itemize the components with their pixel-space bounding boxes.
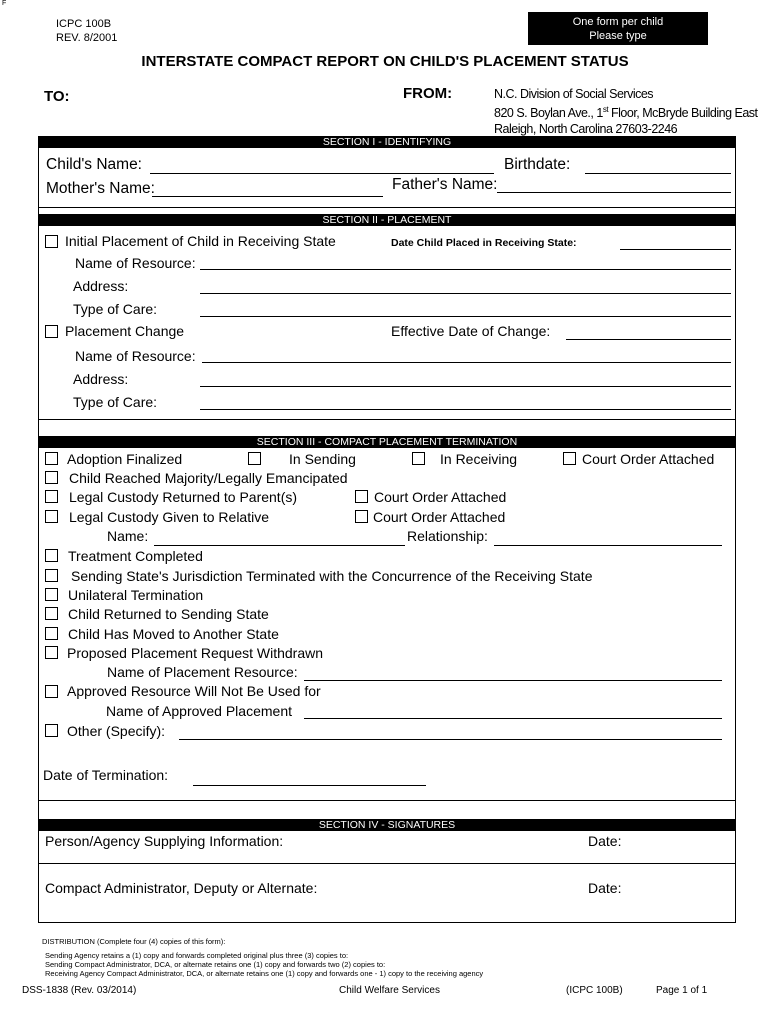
other-checkbox[interactable] [45,724,58,737]
unilateral-termination-label: Unilateral Termination [68,587,204,603]
other-specify-field[interactable] [179,739,722,740]
returned-sending-checkbox[interactable] [45,607,58,620]
unilateral-termination-checkbox[interactable] [45,588,58,601]
majority-label: Child Reached Majority/Legally Emancipated [69,470,348,486]
change-resource-name-field[interactable] [202,362,731,363]
moved-another-state-label: Child Has Moved to Another State [68,626,279,642]
placement-resource-name-label: Name of Placement Resource: [107,664,298,680]
placement-change-label: Placement Change [65,323,185,339]
footer-page: Page 1 of 1 [656,985,708,996]
adoption-finalized-label: Adoption Finalized [67,451,183,467]
from-city: Raleigh, North Carolina 27603-2246 [494,122,678,137]
treatment-completed-label: Treatment Completed [68,548,203,564]
approved-placement-name-field[interactable] [304,718,722,719]
adoption-finalized-checkbox[interactable] [45,452,58,465]
corner-mark: F [2,0,7,7]
section-4-header: SECTION IV - SIGNATURES [38,819,736,831]
type-of-care-label: Type of Care: [73,301,158,317]
relative-name-label: Name: [107,528,149,544]
resource-name-field[interactable] [200,269,731,270]
custody-relative-label: Legal Custody Given to Relative [69,509,269,525]
relationship-field[interactable] [494,545,722,546]
footer-form-number: DSS-1838 (Rev. 03/2014) [22,985,137,996]
form-title: INTERSTATE COMPACT REPORT ON CHILD'S PLACEMENT STATUS [141,53,629,70]
in-receiving-checkbox[interactable] [412,452,425,465]
custody-parent-checkbox[interactable] [45,490,58,503]
custody-parent-court-order-checkbox[interactable] [355,490,368,503]
footer-division: Child Welfare Services [339,985,440,996]
divider [38,863,736,864]
approved-placement-name-label: Name of Approved Placement [106,703,292,719]
in-receiving-label: In Receiving [440,451,518,467]
change-address-field[interactable] [200,386,731,387]
change-type-of-care-label: Type of Care: [73,394,158,410]
request-withdrawn-checkbox[interactable] [45,646,58,659]
resource-name-label: Name of Resource: [75,255,196,271]
change-address-label: Address: [73,371,129,387]
effective-date-field[interactable] [566,339,731,340]
adoption-court-order-checkbox[interactable] [563,452,576,465]
section-3-header: SECTION III - COMPACT PLACEMENT TERMINATION [38,436,736,448]
treatment-completed-checkbox[interactable] [45,549,58,562]
jurisdiction-terminated-checkbox[interactable] [45,569,58,582]
distribution-heading: DISTRIBUTION (Complete four (4) copies of this form): [42,937,226,946]
divider [38,207,736,208]
birthdate-field[interactable] [585,173,731,174]
notice-box [528,12,708,45]
notice-line-1: One form per child [572,16,664,28]
majority-checkbox[interactable] [45,471,58,484]
to-label: TO: [44,88,70,105]
distribution-line-3: Receiving Agency Compact Administrator, DCA, or alternate retains one (1) copy and forwards one - 1) copy to the receiving agency [45,969,484,978]
birthdate-label: Birthdate: [504,156,571,173]
form-revision: REV. 8/2001 [56,32,118,44]
date-placed-field[interactable] [620,249,731,250]
placement-change-checkbox[interactable] [45,325,58,338]
distribution-line-2: Sending Compact Administrator, DCA, or alternate retains one (1) copy and forwards two (2) copies to: [45,960,386,969]
section-2-header: SECTION II - PLACEMENT [38,214,736,226]
childs-name-field[interactable] [150,173,494,174]
adoption-court-order-label: Court Order Attached [582,451,715,467]
type-of-care-field[interactable] [200,316,731,317]
in-sending-checkbox[interactable] [248,452,261,465]
footer-icpc: (ICPC 100B) [566,985,623,996]
divider [38,800,736,801]
other-specify-label: Other (Specify): [67,723,166,739]
from-org: N.C. Division of Social Services [494,87,654,101]
form-id: ICPC 100B [56,18,112,30]
not-used-label: Approved Resource Will Not Be Used for [67,683,321,699]
from-street: 820 S. Boylan Ave., 1st Floor, McBryde Building East [494,105,758,121]
termination-date-label: Date of Termination: [43,767,169,783]
date-placed-label: Date Child Placed in Receiving State: [391,237,577,249]
from-address-block [494,86,758,137]
section-1-header: SECTION I - IDENTIFYING [38,136,736,148]
custody-relative-court-order-label: Court Order Attached [373,509,506,525]
initial-placement-checkbox[interactable] [45,235,58,248]
person-agency-date-label: Date: [588,833,622,849]
compact-admin-date-label: Date: [588,880,622,896]
not-used-checkbox[interactable] [45,685,58,698]
custody-relative-checkbox[interactable] [45,510,58,523]
fathers-name-label: Father's Name: [392,176,498,193]
distribution-line-1: Sending Agency retains a (1) copy and forwards completed original plus three (3) copies to: [45,951,349,960]
person-agency-label: Person/Agency Supplying Information: [45,833,284,849]
address-field[interactable] [200,293,731,294]
address-label: Address: [73,278,129,294]
termination-date-field[interactable] [193,785,426,786]
divider [38,419,736,420]
custody-relative-court-order-checkbox[interactable] [355,510,368,523]
from-label: FROM: [403,85,453,102]
mothers-name-field[interactable] [152,196,383,197]
childs-name-label: Child's Name: [46,156,142,173]
custody-parent-court-order-label: Court Order Attached [374,489,507,505]
returned-sending-label: Child Returned to Sending State [68,606,269,622]
jurisdiction-terminated-label: Sending State's Jurisdiction Terminated with the Concurrence of the Receiving State [71,568,593,584]
moved-another-state-checkbox[interactable] [45,627,58,640]
change-resource-name-label: Name of Resource: [75,348,196,364]
effective-date-label: Effective Date of Change: [391,323,551,339]
placement-resource-name-field[interactable] [304,680,722,681]
change-type-of-care-field[interactable] [200,409,731,410]
notice-line-2: Please type [589,30,647,42]
in-sending-label: In Sending [289,451,356,467]
relationship-label: Relationship: [407,528,488,544]
initial-placement-label: Initial Placement of Child in Receiving State [65,233,336,249]
compact-admin-label: Compact Administrator, Deputy or Alternate: [45,880,318,896]
fathers-name-field[interactable] [497,192,731,193]
request-withdrawn-label: Proposed Placement Request Withdrawn [67,645,324,661]
mothers-name-label: Mother's Name: [46,180,155,197]
custody-parent-label: Legal Custody Returned to Parent(s) [69,489,298,505]
relative-name-field[interactable] [154,545,405,546]
